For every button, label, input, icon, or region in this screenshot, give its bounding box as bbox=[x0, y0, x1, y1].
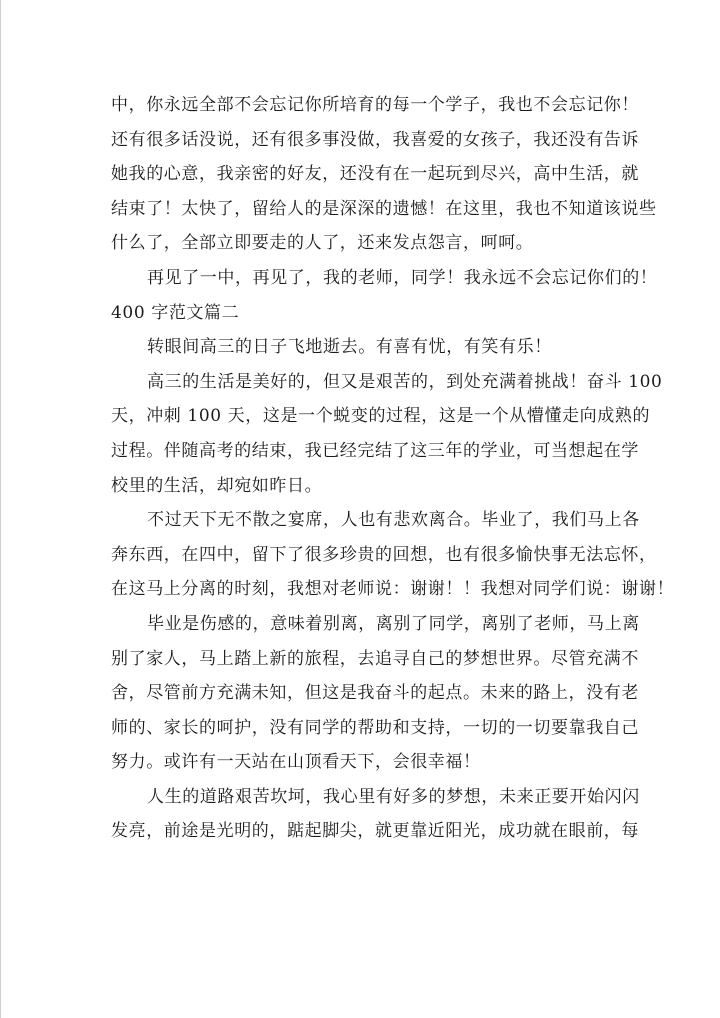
text-line: 不过天下无不散之宴席，人也有悲欢离合。毕业了，我们马上各 bbox=[147, 510, 640, 531]
text-line: 人生的道路艰苦坎坷，我心里有好多的梦想，未来正要开始闪闪 bbox=[147, 786, 640, 807]
text-line: 奔东西，在四中，留下了很多珍贵的回想，也有很多愉快事无法忘怀， bbox=[111, 544, 657, 565]
text-line: 别了家人，马上踏上新的旅程，去追寻自己的梦想世界。尽管充满不 bbox=[111, 648, 639, 669]
text-line: 400 字范文篇二 bbox=[111, 302, 240, 323]
text-line: 舍，尽管前方充满未知，但这是我奋斗的起点。未来的路上，没有老 bbox=[111, 683, 639, 704]
text-line: 校里的生活，却宛如昨日。 bbox=[111, 475, 323, 496]
text-line: 天，冲刺 100 天，这是一个蜕变的过程，这是一个从懵懂走向成熟的 bbox=[111, 406, 651, 427]
text-line: 还有很多话没说，还有很多事没做，我喜爱的女孩子，我还没有告诉 bbox=[111, 129, 639, 150]
text-line: 她我的心意，我亲密的好友，还没有在一起玩到尽兴，高中生活，就 bbox=[111, 164, 639, 185]
document-body bbox=[111, 88, 675, 849]
text-line: 结束了！太快了，留给人的是深深的遗憾！在这里，我也不知道该说些 bbox=[111, 198, 657, 219]
text-line: 转眼间高三的日子飞地逝去。有喜有忧，有笑有乐！ bbox=[147, 337, 552, 358]
text-line: 什么了，全部立即要走的人了，还来发点怨言，呵呵。 bbox=[111, 233, 534, 254]
text-line: 高三的生活是美好的，但又是艰苦的，到处充满着挑战！奋斗 100 bbox=[147, 371, 663, 392]
text-line: 毕业是伤感的，意味着别离，离别了同学，离别了老师，马上离 bbox=[147, 613, 640, 634]
text-line: 发亮，前途是光明的，踮起脚尖，就更靠近阳光，成功就在眼前，每 bbox=[111, 821, 639, 842]
text-line: 中，你永远全部不会忘记你所培育的每一个学子，我也不会忘记你！ bbox=[111, 95, 639, 115]
text-line: 在这马上分离的时刻，我想对老师说：谢谢！！我想对同学们说：谢谢！ bbox=[111, 579, 675, 600]
text-line: 师的、家长的呵护，没有同学的帮助和支持，一切的一切要靠我自己 bbox=[111, 717, 639, 738]
text-line: 再见了一中，再见了，我的老师，同学！我永远不会忘记你们的！ bbox=[147, 267, 658, 288]
text-line: 过程。伴随高考的结束，我已经完结了这三年的学业，可当想起在学 bbox=[111, 440, 639, 461]
text-line: 努力。或许有一天站在山顶看天下，会很幸福！ bbox=[111, 752, 481, 773]
